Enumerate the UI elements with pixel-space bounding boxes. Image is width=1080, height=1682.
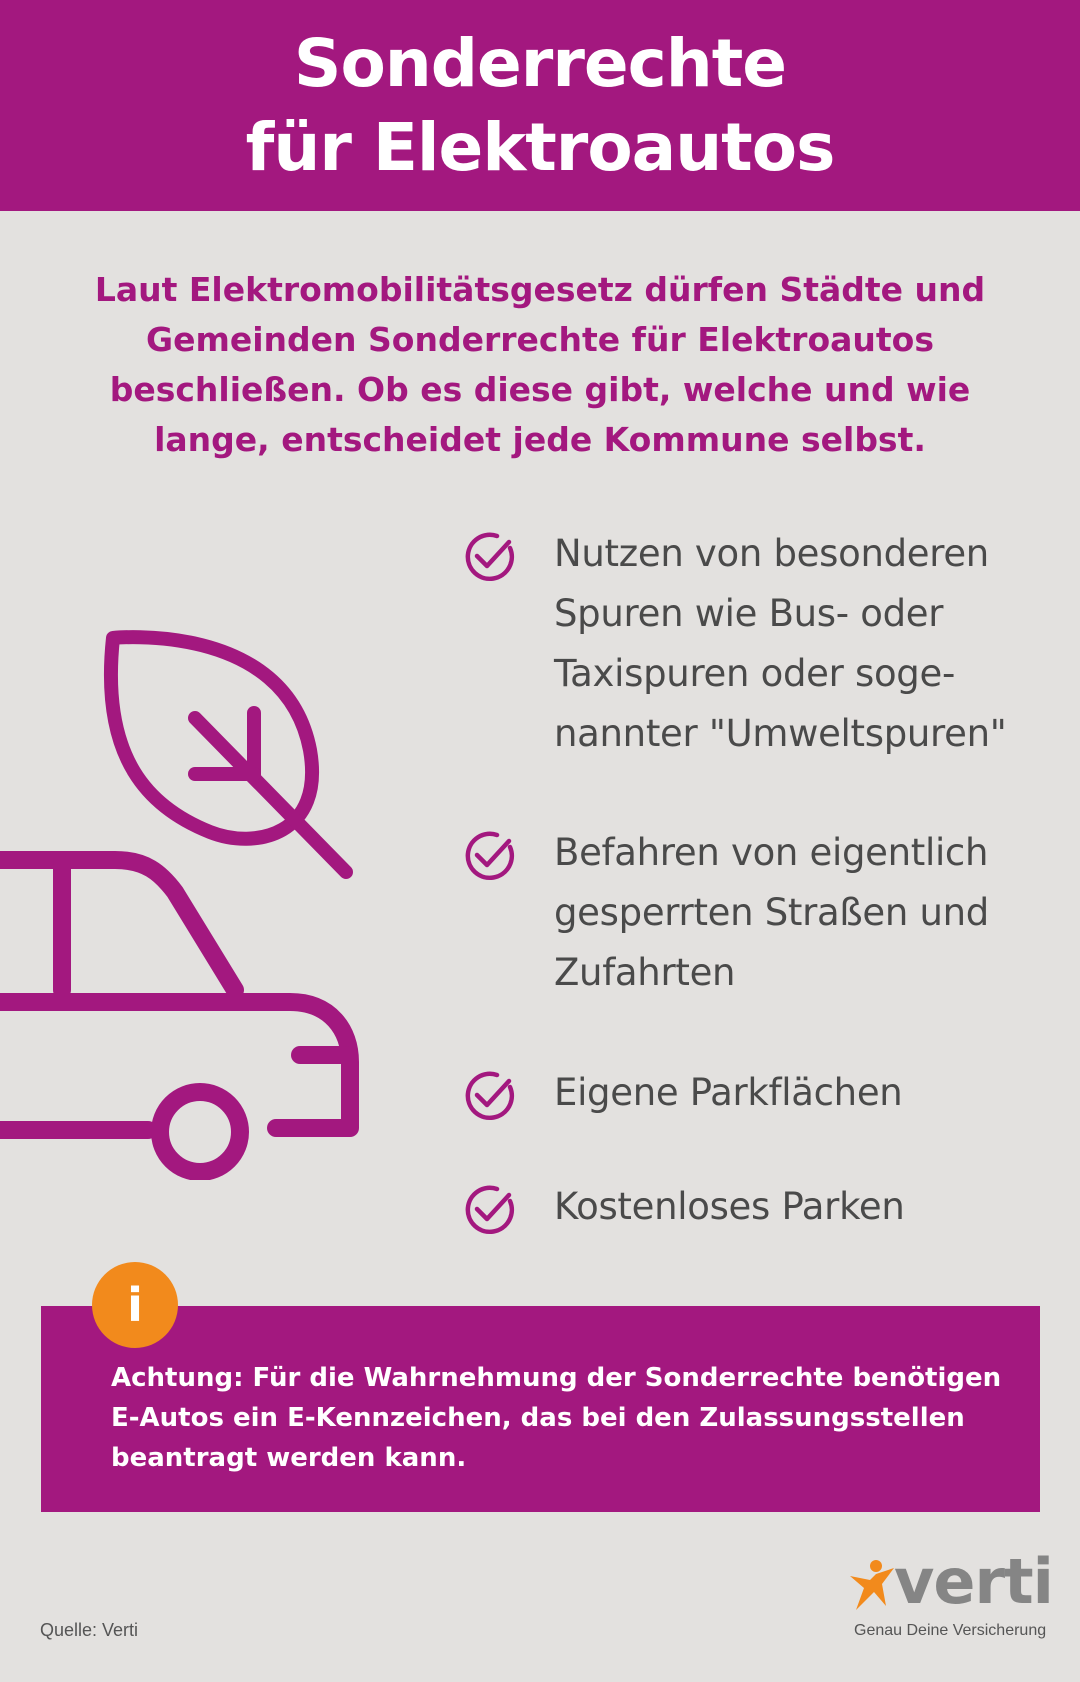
page-title-line-2: für Elektroautos — [245, 108, 835, 186]
check-circle-icon — [462, 1069, 516, 1123]
benefit-text: Nutzen von besonderen Spuren wie Bus- oder Taxispuren oder soge-nannter "Umweltspuren" — [554, 532, 1007, 755]
leaf-icon — [111, 637, 346, 872]
benefit-text: Befahren von eigentlich gesperrten Straßen und Zufahrten — [554, 831, 989, 994]
info-icon: i — [92, 1262, 178, 1348]
logo-wordmark: verti — [894, 1545, 1053, 1618]
info-box — [41, 1306, 1040, 1512]
illustration — [0, 610, 370, 1180]
check-circle-icon — [462, 1183, 516, 1237]
check-circle-icon — [462, 829, 516, 883]
car-icon — [0, 860, 350, 1172]
logo-tagline: Genau Deine Versicherung — [854, 1622, 1047, 1639]
check-circle-icon — [462, 530, 516, 584]
intro-text: Laut Elektromobilitätsgesetz dürfen Städte und Gemeinden Sonderrechte für Elektroautos beschließen. Ob es diese gibt, welche und wie lange, entscheidet jede Kommune selbst. — [94, 270, 986, 459]
page-title-line-1: Sonderrechte — [293, 24, 787, 102]
benefit-text: Eigene Parkflächen — [554, 1071, 903, 1114]
source-note: Quelle: Verti — [40, 1620, 139, 1640]
benefit-text: Kostenloses Parken — [554, 1185, 905, 1228]
info-text: Achtung: Für die Wahrnehmung der Sonderrechte benötigen E-Autos ein E-Kennzeichen, das bei den Zulassungsstellen beantragt werden kann. — [111, 1363, 1002, 1473]
verti-logo — [846, 1545, 1053, 1650]
header-banner — [0, 0, 1080, 211]
